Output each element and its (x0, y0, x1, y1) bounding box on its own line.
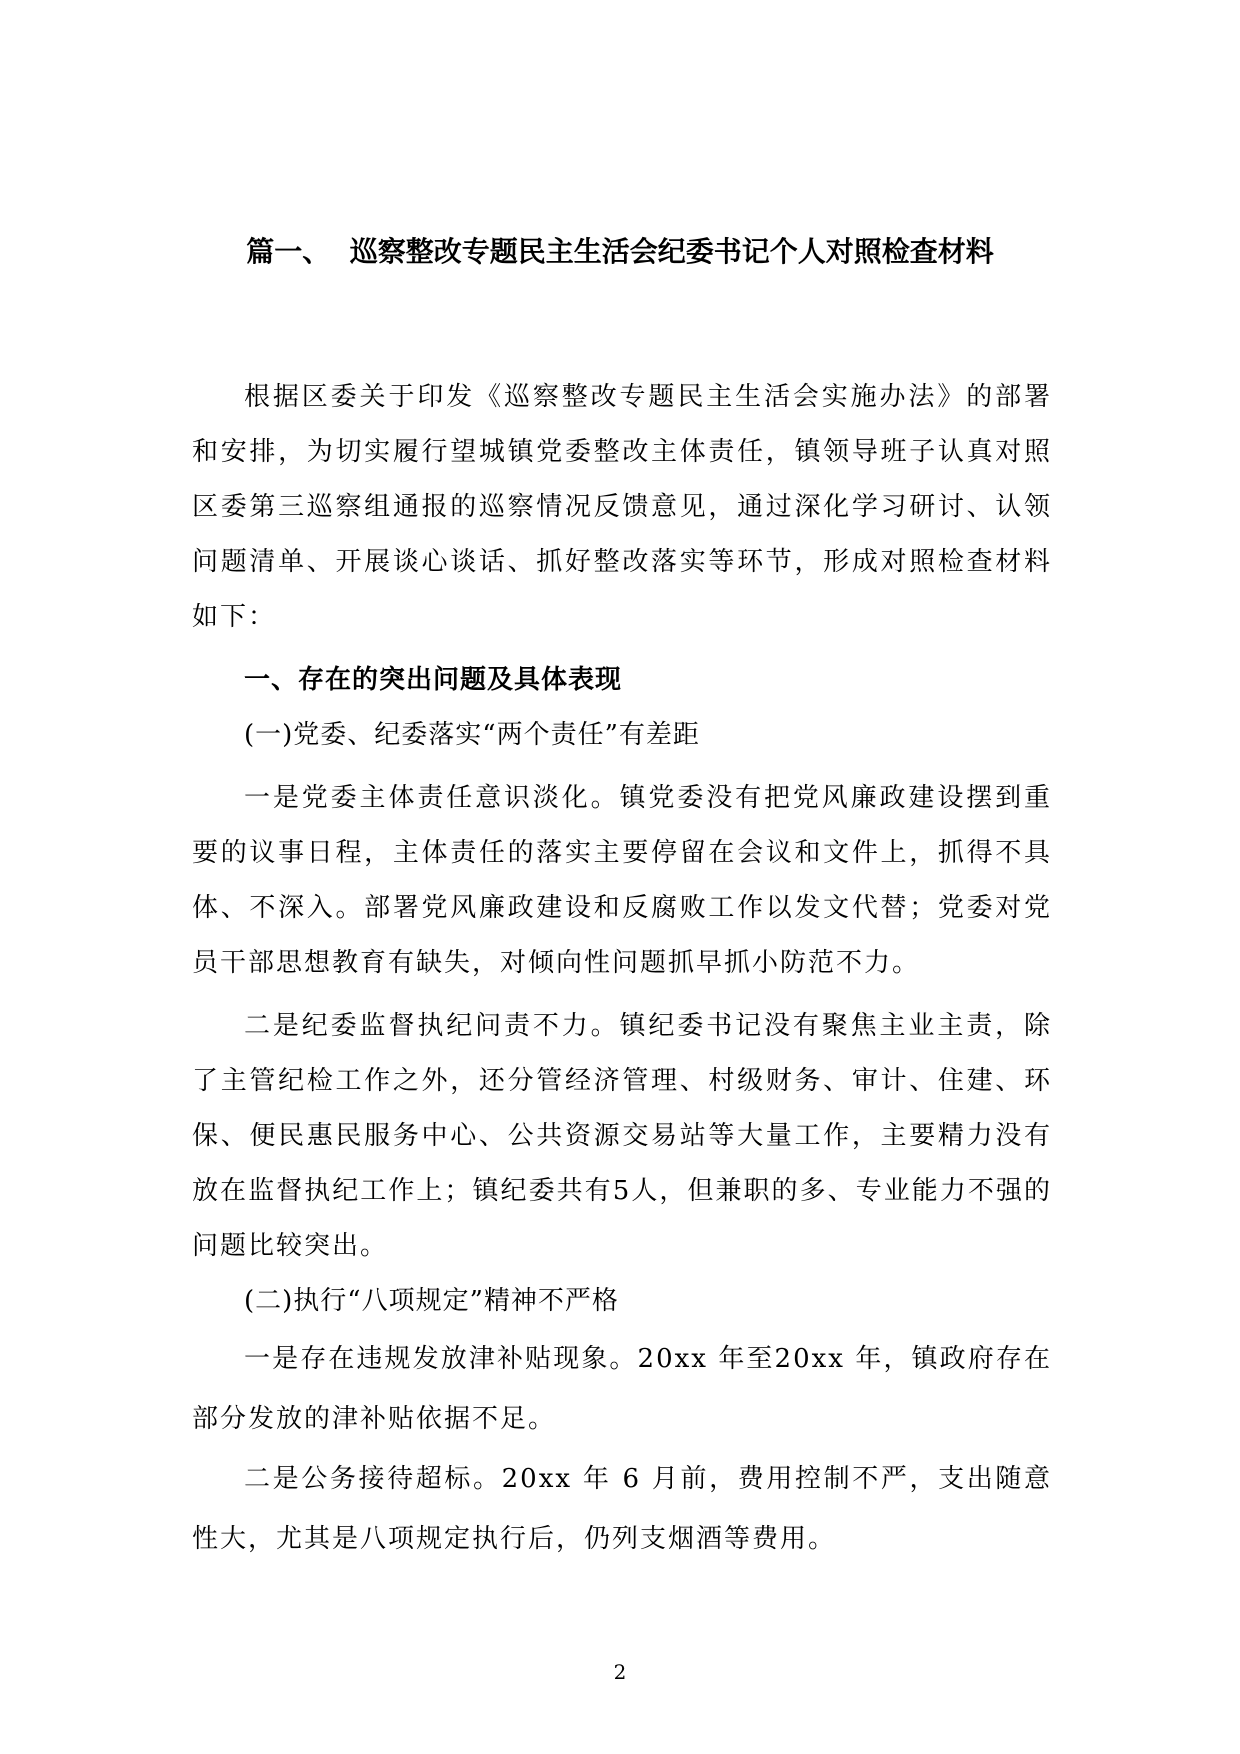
paragraph-allowances: 一是存在违规发放津补贴现象。20xx 年至20xx 年，镇政府存在部分发放的津补贴依据不足。 (192, 1344, 1052, 1434)
subsection-heading-responsibility: (一)党委、纪委落实“两个责任”有差距 (244, 720, 700, 750)
paragraph-party-committee: 一是党委主体责任意识淡化。镇党委没有把党风廉政建设摆到重要的议事日程，主体责任的落实主要停留在会议和文件上，抓得不具体、不深入。部署党风廉政建设和反腐败工作以发文代替；党委对党员干部思想教育有缺失，对倾向性问题抓早抓小防范不力。 (192, 783, 1052, 978)
document-body (192, 370, 1052, 1569)
section-heading-problems: 一、存在的突出问题及具体表现 (244, 665, 623, 695)
subsection-heading-eight-rules: (二)执行“八项规定”精神不严格 (244, 1286, 619, 1316)
paragraph-reception: 二是公务接待超标。20xx 年 6 月前，费用控制不严，支出随意性大，尤其是八项规定执行后，仍列支烟酒等费用。 (192, 1464, 1052, 1554)
paragraph-discipline-committee: 二是纪委监督执纪问责不力。镇纪委书记没有聚焦主业主责，除了主管纪检工作之外，还分管经济管理、村级财务、审计、住建、环保、便民惠民服务中心、公共资源交易站等大量工作，主要精力没有放在监督执纪工作上；镇纪委共有5人，但兼职的多、专业能力不强的问题比较突出。 (192, 1011, 1052, 1261)
document-title: 篇一、 巡察整改专题民主生活会纪委书记个人对照检查材料 (246, 235, 994, 268)
intro-paragraph: 根据区委关于印发《巡察整改专题民主生活会实施办法》的部署和安排，为切实履行望城镇党委整改主体责任，镇领导班子认真对照区委第三巡察组通报的巡察情况反馈意见，通过深化学习研讨、认领问题清单、开展谈心谈话、抓好整改落实等环节，形成对照检查材料如下： (192, 382, 1052, 632)
page-number: 2 (613, 1660, 627, 1684)
